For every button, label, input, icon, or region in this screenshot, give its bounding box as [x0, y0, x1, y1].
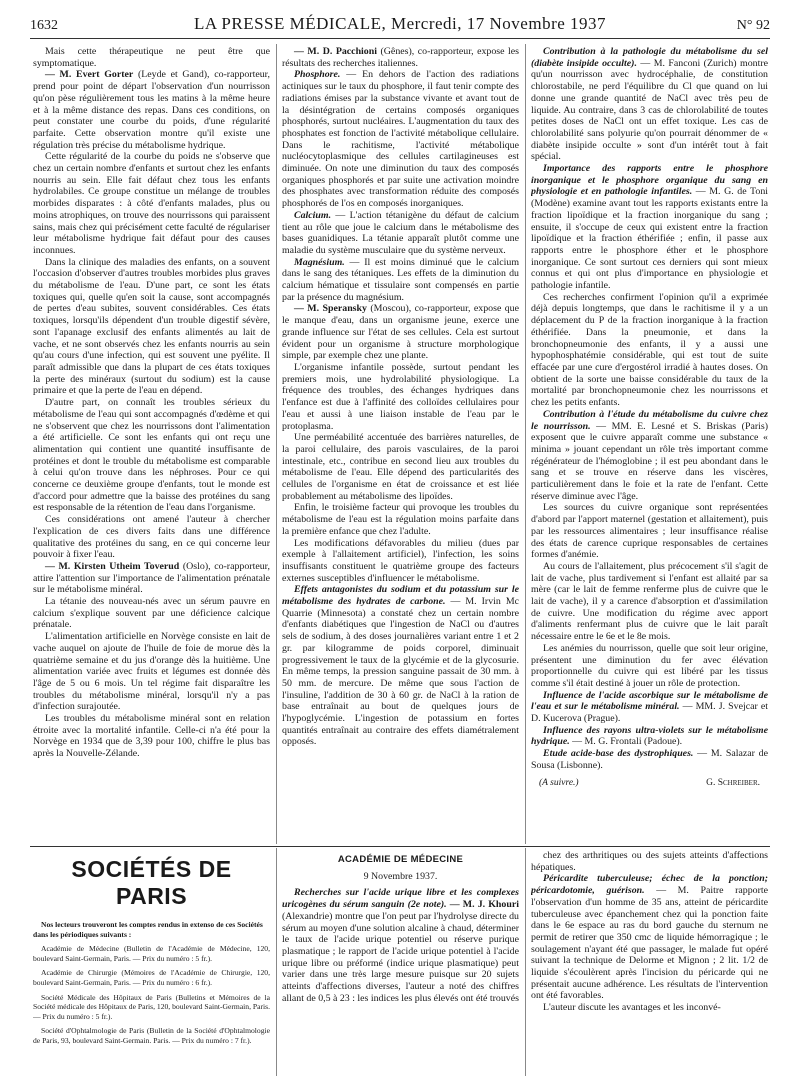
- issue-number: N° 92: [736, 18, 770, 33]
- article-paragraph: [531, 873, 768, 1002]
- article-paragraph: [531, 163, 768, 292]
- article-paragraph: [33, 596, 270, 631]
- article-paragraph: [33, 713, 270, 760]
- journal-title: LA PRESSE MÉDICALE, Mercredi, 17 Novembre 1937: [193, 14, 607, 33]
- paragraph-text: D'autre part, on connaît les troubles sérieux du métabolisme de l'eau qui sont accompagnés d'œdème et qui ne s'observent que chez les nourrissons dont l'alimentation a été artificielle. Ce sont les enfants qui ont reçu une alimentation qui contient une quantité insuffisante de protéines et dont le trouble du métabolisme est comparable à celui qu'on trouve dans les néphroses. Pour ce qui concerne ce deuxième groupe d'enfants, tout le monde est d'accord pour admettre que la baisse des protéines du sang est responsable de la rétention de l'eau dans l'organisme.: [33, 397, 270, 514]
- article-paragraph: [531, 690, 768, 725]
- paragraph-text: L'alimentation artificielle en Norvège consiste en lait de vache auquel on ajoute de l'huile de foie de morue dès la quatrième semaine et du jus d'orange dès la huitième. Une alimentation variée avec fruits et légumes est donnée dès l'âge de 5 ou 6 mois. Un tel régime fait disparaître les troubles du métabolisme minéral, lorsqu'il n'y a pas d'infection surajoutée.: [33, 631, 270, 713]
- paragraph-text: — Il est moins diminué que le calcium dans le sang des tétaniques. Les effets de la diminution du calcium hématique et tissulaire sont compensés en partie par la présence du magnésium.: [282, 256, 519, 303]
- page-header: [30, 14, 770, 36]
- column-3-lower: [531, 850, 768, 1075]
- periodical-entry: Société Médicale des Hôpitaux de Paris (Bulletins et Mémoires de la Société médicale des Hôpitaux de Paris, 120, boulevard Saint-Germain, Paris. — Prix du numéro : 5 fr.).: [33, 992, 270, 1021]
- article-paragraph: [531, 409, 768, 503]
- column-1: [33, 46, 270, 841]
- article-paragraph: [282, 584, 519, 748]
- paragraph-text: — L'action tétanigène du défaut de calcium tient au rôle que joue le calcium dans le métabolisme des bases guanidiques. La tétanie apparaît plutôt comme une maladie du système musculaire que du système nerveux.: [282, 209, 519, 256]
- article-title: Contribution à l'étude du métabolisme du cuivre chez le nourrisson.: [531, 408, 768, 432]
- paragraph-text: L'organisme infantile possède, surtout pendant les premiers mois, une hydrolabilité physiologique. La fréquence des troubles, des échanges hydriques dans l'enfance est due à l'affinité des colloïdes cellulaires pour l'eau et aussi à une liaison instable de l'eau par le protoplasma.: [282, 361, 519, 432]
- article-paragraph: [33, 631, 270, 713]
- paragraph-text: (Gênes), co-rapporteur, expose les résultats des recherches italiennes.: [282, 46, 519, 69]
- author-name: Calcium.: [294, 209, 332, 221]
- header-rule: [30, 38, 770, 39]
- article-paragraph: [33, 257, 270, 397]
- article-paragraph: [33, 561, 270, 596]
- author-name: — M. D. Pacchioni: [294, 46, 377, 57]
- article-paragraph: [531, 292, 768, 409]
- column-2: [282, 46, 519, 841]
- article-paragraph: [282, 887, 519, 1004]
- paragraph-text: Cette régularité de la courbe du poids ne s'observe que chez un certain nombre d'enfants et surtout chez les enfants nourris au sein. Elle fait défaut chez tous les enfants hydrolabiles. Ce groupe constitue un mélange de troubles morbides disparates : à côté d'enfants malades, plus ou moins atrophiques, on trouve des nourrissons qui paraissent sains, mais chez qui précisément cette faculté de régulariser leur métabolisme hydrique fait défaut pour des causes inconnues.: [33, 151, 270, 256]
- article-paragraph: [282, 502, 519, 537]
- academie-de-medecine: [282, 850, 519, 1075]
- article-paragraph: [531, 1002, 768, 1014]
- author-name: Phosphore.: [294, 69, 341, 81]
- article-title: Influence de l'acide ascorbique sur le métabolisme de l'eau et sur le métabolisme minéral.: [531, 689, 768, 713]
- paragraph-text: — MM. J. Svejcar et D. Kucerova (Prague).: [531, 701, 768, 725]
- column-3: [531, 46, 768, 841]
- article-title: Importance des rapports entre le phosphore inorganique et le phosphore organique du sang en physiologie et en pathologie infantiles.: [531, 163, 768, 198]
- article-title: Contribution à la pathologie du métabolisme du sel (diabète insipide occulte).: [531, 46, 768, 69]
- article-paragraph: [282, 538, 519, 585]
- article-paragraph: [33, 69, 270, 151]
- paragraph-text: — En dehors de l'action des radiations actiniques sur le taux du phosphore, il faut tenir compte des radiations émises par la substance vivante et avant tout de la désintégration de certains composés organiques phosphorés, surtout nucléaires. L'augmentation du taux des phosphates est fonction de l'activité métabolique cellulaire. Dans le rachitisme, l'activité métabolique nucléocytoplasmique des cellules cartilagineuses est diminuée. On note une diminution du taux des composés organiques phosphorés et par suite une activation moindre des phosphates avec transformation réduite des composés phosphorés de l'os en composés inorganiques.: [282, 69, 519, 210]
- paragraph-text: (Moscou), co-rapporteur, expose que le manque d'eau, dans un organisme jeune, exerce une grande influence sur l'état de ses cellules. Cela est surtout évident pour un organisme à structure morphologique simple, par exemple chez une plante.: [282, 303, 519, 362]
- article-paragraph: [531, 46, 768, 163]
- paragraph-text: Dans la clinique des maladies des enfants, on a souvent l'occasion d'observer d'autres troubles morbides plus graves du métabolisme de l'eau. D'une part, ce sont les états toxiques qui, quelle qu'en soit la cause, sont accompagnés de pertes d'eau subites, souvent considérables. Ces états toxiques, lorsqu'ils dépendent d'un trouble digestif sévère, sont l'apanage exclusif des enfants alimentés au lait de vache, et ne sont observés chez les enfants nourris au sein qu'au cours d'une infection, qui est souvent une pyélite. Il paraît admissible que dans la plupart de ces états toxiques la perte des minéraux (surtout du sodium) est la cause primaire et que la perte de l'eau en dépend.: [33, 256, 270, 397]
- article-paragraph: [531, 643, 768, 690]
- column-divider: [525, 44, 526, 844]
- paragraph-text: — M. Paitre rapporte l'observation d'un homme de 35 ans, atteint de péricardite tuberculeuse avec épanchement chez qui la ponction faite dans le 6e espace au ras du bord gauche du sternum ne permit de retirer que 350 cmc de liquide hémorragique ; le soulagement n'ayant été que passager, le malade fut opéré suivant la technique de Delorme et Mignon ; 2 lit. 1/2 de liquide s'écoulèrent après l'incision du péricarde qui ne présentait aucune adhérence. Les résultats de l'intervention ont été favorables.: [531, 885, 768, 1002]
- article-text: (Alexandrie) montre que l'on peut par l'hydrolyse directe du sérum au moyen d'une solution alcaline à chaud, déterminer le taux de l'acide urique potentiel ou réserve purique plasmatique ; le rapport de l'acide urique potentiel à l'acide urique libre ou préformé (indice urique plasmatique) peut varier dans une très large mesure puisque sur 20 sujets atteints d'affections diverses, l'auteur a noté des chiffres allant de 0,5 à 23 : les indices les plus élevés ont été trouvés: [282, 910, 519, 1004]
- paragraph-text: — MM. E. Lesné et S. Briskas (Paris) exposent que le cuivre apparaît comme une substance « minima » jouant cependant un rôle très important comme régénérateur de l'hémoglobine ; il est peu abondant dans le sang et se trouve en réserve dans les viscères, particulièrement dans le foie et la rate de l'enfant. Cette réserve diminue avec l'âge.: [531, 420, 768, 502]
- article-paragraph: [282, 69, 519, 209]
- paragraph-text: chez des arthritiques ou des sujets atteints d'affections hépatiques.: [531, 850, 768, 873]
- article-paragraph: [33, 514, 270, 561]
- article-paragraph: [33, 46, 270, 69]
- societes-de-paris: [33, 850, 270, 1075]
- article-title: Effets antagonistes du sodium et du potassium sur le métabolisme des hydrates de carbone.: [282, 584, 519, 608]
- paragraph-text: — M. G. Frontali (Padoue).: [572, 736, 683, 748]
- article-paragraph: [282, 257, 519, 304]
- article-paragraph: [33, 151, 270, 256]
- academie-heading: ACADÉMIE DE MÉDECINE: [337, 854, 464, 865]
- author-name: Magnésium.: [294, 256, 345, 268]
- article-paragraph: [531, 748, 768, 771]
- paragraph-text: (Oslo), co-rapporteur, attire l'attention sur l'importance de l'alimentation prénatale sur le métabolisme minéral.: [33, 560, 270, 596]
- article-paragraph: [282, 303, 519, 362]
- article-title: Etude acide-base des dystrophiques.: [543, 748, 694, 760]
- section-rule: [30, 846, 770, 847]
- signature-left: (A suivre.): [539, 777, 579, 788]
- column-divider: [276, 44, 277, 844]
- article-paragraph: [531, 561, 768, 643]
- paragraph-text: Mais cette thérapeutique ne peut être que symptomatique.: [33, 46, 270, 69]
- paragraph-text: La tétanie des nouveau-nés avec un sérum pauvre en calcium s'explique souvent par une déficience calcique prénatale.: [33, 596, 270, 631]
- paragraph-text: Les troubles du métabolisme minéral sont en relation étroite avec la mortalité infantile. Celle-ci n'a été pour la Norvège en 1934 que de 3,39 pour 100, chiffre le plus bas après la Nouvelle-Zélande.: [33, 713, 270, 760]
- author-name: — M. Speransky: [294, 303, 367, 315]
- article-title: Recherches sur l'acide urique libre et les complexes uricogènes du sérum sanguin (2e note).: [282, 887, 519, 911]
- article-title: Péricardite tuberculeuse; échec de la ponction; péricardotomie, guérison.: [531, 873, 768, 897]
- paragraph-text: Les anémies du nourrisson, quelle que soit leur origine, présentent une diminution du fer avec élévation proportionnelle du cuivre qui est libéré par les tissus comme s'il était destiné à jouer un rôle de protection.: [531, 642, 768, 689]
- signature: [531, 778, 768, 790]
- paragraph-text: Ces considérations ont amené l'auteur à chercher l'explication de ces divers faits dans une différence qualitative des protéines du sang, en ce qui concerne leur pouvoir à fixer l'eau.: [33, 514, 270, 561]
- paragraph-text: Les sources du cuivre organique sont représentées d'abord par l'apport maternel (gestation et allaitement), puis par les ressources alimentaires ; leur insuffisance réalise des états de carence cuprique responsables de certaines formes d'anémie.: [531, 502, 768, 561]
- article-paragraph: [531, 502, 768, 561]
- paragraph-text: Les modifications défavorables du milieu (dues par exemple à l'allaitement artificiel), l'infection, les soins insuffisants constituent le quatrième groupe des facteurs externes susceptibles d'influencer le métabolisme.: [282, 537, 519, 584]
- paragraph-text: (Leyde et Gand), co-rapporteur, prend pour point de départ l'observation d'un nourrisson qu'on pèse régulièrement tous les matins à la même heure et à la même distance des repas. Dans ces conditions, on peut constater une courbe du poids, d'une régularité parfaite. Cette observation montre qu'il existe une régulation très précise du métabolisme hydrique.: [33, 69, 270, 151]
- page-number: 1632: [30, 18, 58, 33]
- societes-intro: Nos lecteurs trouveront les comptes rendus in extenso de ces Sociétés dans les périodiques suivants :: [33, 920, 263, 939]
- paragraph-text: — M. G. de Toni (Modène) examine avant tout les rapports existants entre la fraction lipoïdique et la fraction inorganique du sang ; ensuite, il s'occupe de ceux qui existent entre la fraction lipoïdique et la fraction éthérifiée ; enfin, il passe aux rapports entre le phosphore éther et le phosphore inorganique. Ce sont surtout ces derniers qui sont mieux connus et qui ont plus d'importance en physiologie et pathologie infantile.: [531, 186, 768, 292]
- article-paragraph: [282, 46, 519, 69]
- paragraph-text: — M. Irvin Mc Quarrie (Minnesota) a constaté chez un certain nombre d'enfants diabétiques que l'ingestion de NaCl ou d'autres sels de sodium, à des doses journalières variant entre 1 et 2 gr. par kilogramme de poids corporel, diminuait progressivement le taux de la glycémie et de la glycosurie. En même temps, la pression sanguine passait de 30 mm. à 50 mm. de mercure. De même que sous l'action de l'insuline, l'addition de 30 à 60 gr. de NaCl à la ration de base entraînait au bout de quelques jours de l'hypoglycémie. L'ingestion de potassium en fortes quantités entraînait au contraire des effets diamétralement opposés.: [282, 596, 519, 748]
- article-paragraph: [33, 397, 270, 514]
- article-paragraph: [531, 725, 768, 748]
- signature-right: G. Schreiber.: [706, 777, 760, 788]
- paragraph-text: — M. Fanconi (Zurich) montre qu'un nourrisson avec hydrocéphalie, de constitution chlorostabile, ne perd l'équilibre du Cl que quand on lui donne une grande quantité de NaCl avec très peu de liquide. Au contraire, dans 3 cas de chlorolabilité de toutes petites doses de NaCl ont un effet toxique. Les cas de chlorolabilité sans polyurie qu'on pourrait dénommer de « diabète insipide occulte » sont d'un intérêt tout à fait spécial.: [531, 57, 768, 163]
- article-paragraph: [282, 362, 519, 432]
- article-title: Influence des rayons ultra-violets sur le métabolisme hydrique.: [531, 724, 768, 748]
- article-paragraph: [282, 210, 519, 257]
- article-paragraph: [531, 850, 768, 873]
- periodical-entry: Académie de Chirurgie (Mémoires de l'Académie de Chirurgie, 120, boulevard Saint-Germain, Paris. — Prix du numéro : 6 fr.).: [33, 968, 270, 987]
- paragraph-text: Ces recherches confirment l'opinion qu'il a exprimée déjà depuis longtemps, que dans le rachitisme il y a un déplacement du P de la fraction inorganique à la fraction éthérifiée. Dans la pneumonie, et dans la bronchopneumonie des enfants, il y a aussi une hypophosphatémie considérable, qui est tout de suite effacée par une cure d'ergostérol irradié à hautes doses. On obtient de la sorte une baisse considérable du taux de la mortalité par bronchopneumonie chez les nourrissons et chez les petits enfants.: [531, 291, 768, 409]
- periodical-entry: Société d'Ophtalmologie de Paris (Bulletin de la Société d'Ophtalmologie de Paris, 93, boulevard Saint-Germain. Paris. — Prix du numéro : 7 fr.).: [33, 1026, 270, 1045]
- column-divider: [276, 848, 277, 1076]
- column-divider: [525, 848, 526, 1076]
- paragraph-text: Enfin, le troisième facteur qui provoque les troubles du métabolisme de l'eau est la régulation moins parfaite dans la première enfance que chez l'adulte.: [282, 502, 519, 537]
- session-date: 9 Novembre 1937.: [363, 870, 438, 882]
- paragraph-text: — M. Salazar de Sousa (Lisbonne).: [531, 748, 768, 771]
- author-name: — M. Evert Gorter: [45, 69, 134, 81]
- article-paragraph: [282, 432, 519, 502]
- author-name: — M. Kirsten Utheim Toverud: [45, 560, 180, 572]
- periodical-entry: Académie de Médecine (Bulletin de l'Académie de Médecine, 120, boulevard Saint-Germain, Paris. — Prix du numéro : 5 fr.).: [33, 944, 270, 963]
- paragraph-text: L'auteur discute les avantages et les inconvé-: [543, 1002, 721, 1014]
- paragraph-text: Une perméabilité accentuée des barrières naturelles, de la paroi cellulaire, des parois vasculaires, de la paroi intestinale, etc., contribue en second lieu aux troubles du métabolisme de l'eau. Elle dépend des particularités des cellules de l'organisme en état de croissance et est liée probablement au métabolisme des lipoïdes.: [282, 432, 519, 502]
- article-author: — M. J. Khouri: [449, 899, 519, 911]
- paragraph-text: Au cours de l'allaitement, plus précocement s'il s'agit de lait de vache, plus tardivement si l'enfant est allaité par sa mère (car le lait de femme renferme plus de cuivre que le lait de vache), il y a carence d'absorption et d'assimilation de cuivre. Une modification du régime avec apport d'aliments renfermant plus de cuivre que le lait paraît nécessaire entre le 6e et le 8e mois.: [531, 560, 768, 643]
- section-heading: SOCIÉTÉS DE PARIS: [71, 856, 232, 909]
